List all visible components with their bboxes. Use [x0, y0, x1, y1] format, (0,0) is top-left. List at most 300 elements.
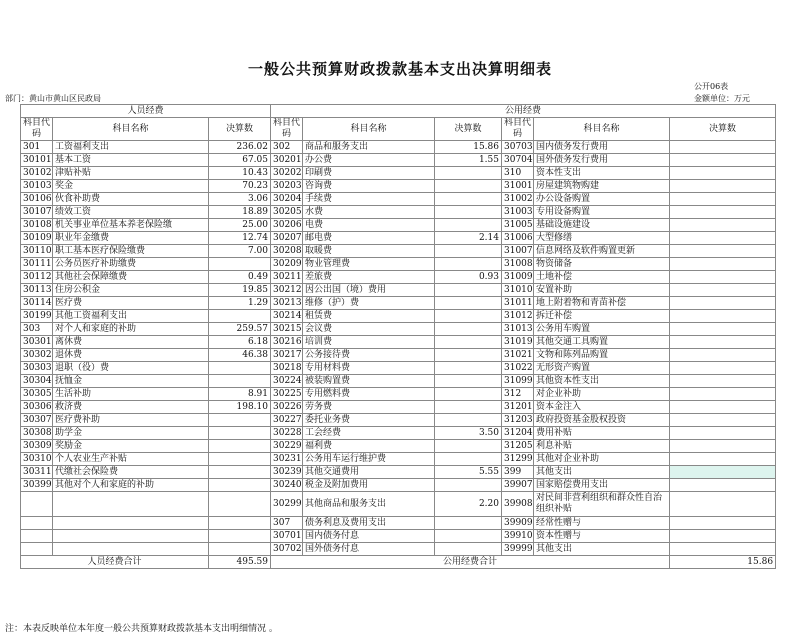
name-cell: 房屋建筑物购建	[534, 180, 670, 193]
amount-cell	[209, 479, 271, 492]
name-cell: 文物和陈列品购置	[534, 349, 670, 362]
code-cell: 30205	[271, 206, 303, 219]
amount-cell	[209, 414, 271, 427]
code-cell: 30209	[271, 258, 303, 271]
name-cell: 拆迁补偿	[534, 310, 670, 323]
code-cell: 31003	[502, 206, 534, 219]
name-cell: 生活补助	[53, 388, 209, 401]
amount-cell	[670, 206, 776, 219]
name-cell: 对民间非营利组织和群众性自治组织补贴	[534, 492, 670, 517]
name-cell: 对个人和家庭的补助	[53, 323, 209, 336]
code-cell: 30299	[271, 492, 303, 517]
amount-cell: 0.49	[209, 271, 271, 284]
amount-cell	[670, 517, 776, 530]
code-cell: 31019	[502, 336, 534, 349]
amount-cell: 1.29	[209, 297, 271, 310]
col-amount-header: 决算数	[209, 118, 271, 141]
code-cell: 31205	[502, 440, 534, 453]
amount-cell	[670, 180, 776, 193]
footnote: 注：本表反映单位本年度一般公共预算财政拨款基本支出明细情况 。	[5, 624, 278, 634]
name-cell: 其他社会保障缴费	[53, 271, 209, 284]
amount-cell	[435, 401, 502, 414]
amount-cell	[209, 530, 271, 543]
name-cell: 其他支出	[534, 466, 670, 479]
amount-cell	[435, 517, 502, 530]
code-cell: 30214	[271, 310, 303, 323]
amount-cell	[670, 271, 776, 284]
code-cell: 30228	[271, 427, 303, 440]
code-cell: 30229	[271, 440, 303, 453]
name-cell: 抚恤金	[53, 375, 209, 388]
table-row	[21, 193, 776, 206]
code-cell: 31203	[502, 414, 534, 427]
amount-cell	[435, 349, 502, 362]
unit-label: 金额单位：万元	[694, 94, 750, 103]
amount-cell	[670, 440, 776, 453]
name-cell: 福利费	[303, 440, 435, 453]
amount-cell	[209, 427, 271, 440]
name-cell: 办公设备购置	[534, 193, 670, 206]
amount-cell: 3.50	[435, 427, 502, 440]
amount-cell	[670, 530, 776, 543]
amount-cell: 236.02	[209, 141, 271, 154]
amount-cell: 5.55	[435, 466, 502, 479]
amount-cell	[670, 154, 776, 167]
table-row	[21, 297, 776, 310]
table-row	[21, 427, 776, 440]
code-cell: 30227	[271, 414, 303, 427]
amount-cell: 3.06	[209, 193, 271, 206]
table-row	[21, 401, 776, 414]
col-code-header: 科目代码	[271, 118, 303, 141]
amount-cell	[670, 466, 776, 479]
personnel-header: 人员经费	[21, 105, 271, 118]
name-cell: 经常性赠与	[534, 517, 670, 530]
code-cell: 30703	[502, 141, 534, 154]
code-cell: 31008	[502, 258, 534, 271]
personnel-total-label: 人员经费合计	[21, 556, 209, 569]
name-cell: 国内债务付息	[303, 530, 435, 543]
name-cell: 商品和服务支出	[303, 141, 435, 154]
name-cell: 被装购置费	[303, 375, 435, 388]
amount-cell	[435, 388, 502, 401]
code-cell: 31299	[502, 453, 534, 466]
amount-cell	[209, 466, 271, 479]
code-cell: 30207	[271, 232, 303, 245]
code-cell: 31006	[502, 232, 534, 245]
code-cell	[21, 517, 53, 530]
name-cell: 国内债务发行费用	[534, 141, 670, 154]
amount-cell	[435, 479, 502, 492]
code-cell: 30224	[271, 375, 303, 388]
totals-row	[21, 556, 776, 569]
name-cell: 印刷费	[303, 167, 435, 180]
name-cell: 退职（役）费	[53, 362, 209, 375]
col-amount-header: 决算数	[670, 118, 776, 141]
name-cell: 资本金注入	[534, 401, 670, 414]
amount-cell	[209, 543, 271, 556]
name-cell: 伙食补助费	[53, 193, 209, 206]
name-cell: 公务员医疗补助缴费	[53, 258, 209, 271]
name-cell: 医疗费	[53, 297, 209, 310]
amount-cell: 70.23	[209, 180, 271, 193]
name-cell: 水费	[303, 206, 435, 219]
code-cell: 30239	[271, 466, 303, 479]
name-cell: 物业管理费	[303, 258, 435, 271]
code-cell: 30199	[21, 310, 53, 323]
amount-cell	[670, 310, 776, 323]
name-cell: 机关事业单位基本养老保险缴	[53, 219, 209, 232]
code-cell: 30103	[21, 180, 53, 193]
code-cell: 30110	[21, 245, 53, 258]
name-cell: 其他交通费用	[303, 466, 435, 479]
name-cell: 公务接待费	[303, 349, 435, 362]
amount-cell	[670, 258, 776, 271]
name-cell: 资本性赠与	[534, 530, 670, 543]
table-row	[21, 284, 776, 297]
col-amount-header: 决算数	[435, 118, 502, 141]
name-cell: 会议费	[303, 323, 435, 336]
table-row	[21, 141, 776, 154]
form-number: 公开06表	[694, 82, 729, 91]
name-cell: 公务用车购置	[534, 323, 670, 336]
name-cell: 其他交通工具购置	[534, 336, 670, 349]
name-cell: 税金及附加费用	[303, 479, 435, 492]
code-cell: 31012	[502, 310, 534, 323]
name-cell: 劳务费	[303, 401, 435, 414]
name-cell: 工会经费	[303, 427, 435, 440]
amount-cell: 10.43	[209, 167, 271, 180]
page-title: 一般公共预算财政拨款基本支出决算明细表	[247, 60, 552, 78]
amount-cell	[209, 362, 271, 375]
amount-cell	[435, 336, 502, 349]
code-cell: 30109	[21, 232, 53, 245]
table-row	[21, 362, 776, 375]
name-cell: 大型修缮	[534, 232, 670, 245]
col-code-header: 科目代码	[21, 118, 53, 141]
code-cell: 30112	[21, 271, 53, 284]
code-cell: 30399	[21, 479, 53, 492]
amount-cell: 18.89	[209, 206, 271, 219]
table-row	[21, 349, 776, 362]
name-cell: 利息补贴	[534, 440, 670, 453]
code-cell: 30113	[21, 284, 53, 297]
name-cell: 地上附着物和青苗补偿	[534, 297, 670, 310]
public-total-label: 公用经费合计	[271, 556, 670, 569]
amount-cell	[670, 453, 776, 466]
name-cell: 政府投资基金股权投资	[534, 414, 670, 427]
name-cell: 邮电费	[303, 232, 435, 245]
name-cell: 其他资本性支出	[534, 375, 670, 388]
name-cell: 国外债务发行费用	[534, 154, 670, 167]
code-cell: 30101	[21, 154, 53, 167]
name-cell	[53, 517, 209, 530]
amount-cell	[435, 310, 502, 323]
amount-cell	[209, 517, 271, 530]
code-cell: 30305	[21, 388, 53, 401]
amount-cell	[435, 180, 502, 193]
amount-cell	[670, 232, 776, 245]
name-cell: 津贴补贴	[53, 167, 209, 180]
code-cell: 31022	[502, 362, 534, 375]
table-row	[21, 440, 776, 453]
name-cell: 因公出国（境）费用	[303, 284, 435, 297]
amount-cell	[670, 219, 776, 232]
name-cell: 其他对个人和家庭的补助	[53, 479, 209, 492]
code-cell: 39907	[502, 479, 534, 492]
amount-cell	[209, 453, 271, 466]
amount-cell	[670, 388, 776, 401]
amount-cell: 2.20	[435, 492, 502, 517]
code-cell: 302	[271, 141, 303, 154]
name-cell: 医疗费补助	[53, 414, 209, 427]
amount-cell	[670, 284, 776, 297]
name-cell: 专用材料费	[303, 362, 435, 375]
code-cell: 30201	[271, 154, 303, 167]
code-cell: 30204	[271, 193, 303, 206]
code-cell: 30206	[271, 219, 303, 232]
name-cell: 委托业务费	[303, 414, 435, 427]
code-cell: 30203	[271, 180, 303, 193]
table-row	[21, 271, 776, 284]
col-code-header: 科目代码	[502, 118, 534, 141]
code-cell: 30108	[21, 219, 53, 232]
amount-cell	[670, 193, 776, 206]
name-cell: 电费	[303, 219, 435, 232]
code-cell: 30212	[271, 284, 303, 297]
table-body	[21, 141, 776, 556]
amount-cell: 259.57	[209, 323, 271, 336]
code-cell: 312	[502, 388, 534, 401]
amount-cell	[435, 193, 502, 206]
name-cell: 手续费	[303, 193, 435, 206]
name-cell: 费用补贴	[534, 427, 670, 440]
code-cell: 30302	[21, 349, 53, 362]
code-cell: 30310	[21, 453, 53, 466]
amount-cell	[435, 414, 502, 427]
code-cell: 30309	[21, 440, 53, 453]
code-cell: 31021	[502, 349, 534, 362]
code-cell: 303	[21, 323, 53, 336]
amount-cell	[209, 440, 271, 453]
table-row	[21, 154, 776, 167]
name-cell: 职工基本医疗保险缴费	[53, 245, 209, 258]
table-row	[21, 530, 776, 543]
code-cell: 31005	[502, 219, 534, 232]
amount-cell	[670, 375, 776, 388]
name-cell: 差旅费	[303, 271, 435, 284]
amount-cell: 19.85	[209, 284, 271, 297]
code-cell: 30240	[271, 479, 303, 492]
amount-cell	[435, 167, 502, 180]
code-cell: 39999	[502, 543, 534, 556]
table-row	[21, 492, 776, 517]
amount-cell	[670, 543, 776, 556]
amount-cell: 46.38	[209, 349, 271, 362]
amount-cell	[209, 375, 271, 388]
code-cell: 31013	[502, 323, 534, 336]
expenditure-table	[20, 104, 776, 569]
col-name-header: 科目名称	[534, 118, 670, 141]
amount-cell	[670, 492, 776, 517]
table-row	[21, 232, 776, 245]
name-cell: 租赁费	[303, 310, 435, 323]
amount-cell: 12.74	[209, 232, 271, 245]
name-cell: 基本工资	[53, 154, 209, 167]
department-label: 部门：黄山市黄山区民政局	[5, 94, 101, 103]
code-cell: 30301	[21, 336, 53, 349]
code-cell: 30702	[271, 543, 303, 556]
amount-cell	[435, 245, 502, 258]
name-cell	[53, 543, 209, 556]
code-cell: 30225	[271, 388, 303, 401]
code-cell: 30701	[271, 530, 303, 543]
table-row	[21, 167, 776, 180]
table-row	[21, 466, 776, 479]
name-cell: 资本性支出	[534, 167, 670, 180]
amount-cell	[670, 141, 776, 154]
code-cell: 30102	[21, 167, 53, 180]
amount-cell	[670, 349, 776, 362]
code-cell: 301	[21, 141, 53, 154]
amount-cell: 1.55	[435, 154, 502, 167]
code-cell: 30215	[271, 323, 303, 336]
code-cell: 30306	[21, 401, 53, 414]
table-row	[21, 206, 776, 219]
name-cell: 其他支出	[534, 543, 670, 556]
amount-cell: 8.91	[209, 388, 271, 401]
name-cell: 工资福利支出	[53, 141, 209, 154]
amount-cell	[209, 492, 271, 517]
public-total-amount: 15.86	[670, 556, 776, 569]
name-cell: 助学金	[53, 427, 209, 440]
amount-cell	[209, 258, 271, 271]
code-cell: 310	[502, 167, 534, 180]
table-row	[21, 310, 776, 323]
name-cell: 维修（护）费	[303, 297, 435, 310]
amount-cell	[435, 284, 502, 297]
name-cell: 办公费	[303, 154, 435, 167]
name-cell: 救济费	[53, 401, 209, 414]
col-name-header: 科目名称	[303, 118, 435, 141]
code-cell: 31201	[502, 401, 534, 414]
name-cell: 国家赔偿费用支出	[534, 479, 670, 492]
name-cell: 取暖费	[303, 245, 435, 258]
name-cell: 奖金	[53, 180, 209, 193]
amount-cell	[670, 401, 776, 414]
amount-cell	[435, 362, 502, 375]
code-cell: 30211	[271, 271, 303, 284]
code-cell: 39910	[502, 530, 534, 543]
name-cell: 咨询费	[303, 180, 435, 193]
table-row	[21, 543, 776, 556]
table-row	[21, 414, 776, 427]
name-cell: 奖励金	[53, 440, 209, 453]
table-row	[21, 258, 776, 271]
amount-cell	[670, 362, 776, 375]
name-cell: 信息网络及软件购置更新	[534, 245, 670, 258]
name-cell: 职业年金缴费	[53, 232, 209, 245]
code-cell: 30311	[21, 466, 53, 479]
code-cell: 30304	[21, 375, 53, 388]
table-row	[21, 453, 776, 466]
code-cell: 31011	[502, 297, 534, 310]
code-cell: 30303	[21, 362, 53, 375]
table-row	[21, 323, 776, 336]
name-cell: 对企业补助	[534, 388, 670, 401]
amount-cell: 15.86	[435, 141, 502, 154]
name-cell: 专用设备购置	[534, 206, 670, 219]
table-row	[21, 517, 776, 530]
name-cell: 无形资产购置	[534, 362, 670, 375]
name-cell: 专用燃料费	[303, 388, 435, 401]
code-cell: 30307	[21, 414, 53, 427]
code-cell: 30208	[271, 245, 303, 258]
amount-cell: 7.00	[209, 245, 271, 258]
name-cell: 物资储备	[534, 258, 670, 271]
amount-cell: 0.93	[435, 271, 502, 284]
amount-cell	[435, 440, 502, 453]
name-cell: 其他对企业补助	[534, 453, 670, 466]
code-cell: 30114	[21, 297, 53, 310]
name-cell: 债务利息及费用支出	[303, 517, 435, 530]
amount-cell	[670, 336, 776, 349]
code-cell: 30226	[271, 401, 303, 414]
code-cell: 31204	[502, 427, 534, 440]
amount-cell	[435, 219, 502, 232]
amount-cell	[435, 530, 502, 543]
code-cell: 30107	[21, 206, 53, 219]
code-cell: 39908	[502, 492, 534, 517]
code-cell: 31009	[502, 271, 534, 284]
amount-cell: 67.05	[209, 154, 271, 167]
code-cell	[21, 530, 53, 543]
name-cell: 培训费	[303, 336, 435, 349]
personnel-total-amount: 495.59	[209, 556, 271, 569]
amount-cell	[670, 245, 776, 258]
name-cell: 住房公积金	[53, 284, 209, 297]
name-cell	[53, 530, 209, 543]
code-cell: 30704	[502, 154, 534, 167]
code-cell: 30217	[271, 349, 303, 362]
code-cell: 31002	[502, 193, 534, 206]
amount-cell	[670, 479, 776, 492]
code-cell: 30218	[271, 362, 303, 375]
code-cell: 30216	[271, 336, 303, 349]
table-row	[21, 336, 776, 349]
table-row	[21, 219, 776, 232]
code-cell: 30213	[271, 297, 303, 310]
amount-cell	[435, 258, 502, 271]
amount-cell	[670, 427, 776, 440]
amount-cell	[209, 310, 271, 323]
amount-cell	[670, 167, 776, 180]
name-cell: 安置补助	[534, 284, 670, 297]
code-cell: 39909	[502, 517, 534, 530]
code-cell	[21, 543, 53, 556]
code-cell: 31010	[502, 284, 534, 297]
amount-cell	[435, 375, 502, 388]
code-cell: 30231	[271, 453, 303, 466]
name-cell: 其他工资福利支出	[53, 310, 209, 323]
amount-cell	[435, 206, 502, 219]
amount-cell	[670, 297, 776, 310]
table-row	[21, 375, 776, 388]
name-cell: 其他商品和服务支出	[303, 492, 435, 517]
table-row	[21, 245, 776, 258]
code-cell: 30111	[21, 258, 53, 271]
code-cell	[21, 492, 53, 517]
